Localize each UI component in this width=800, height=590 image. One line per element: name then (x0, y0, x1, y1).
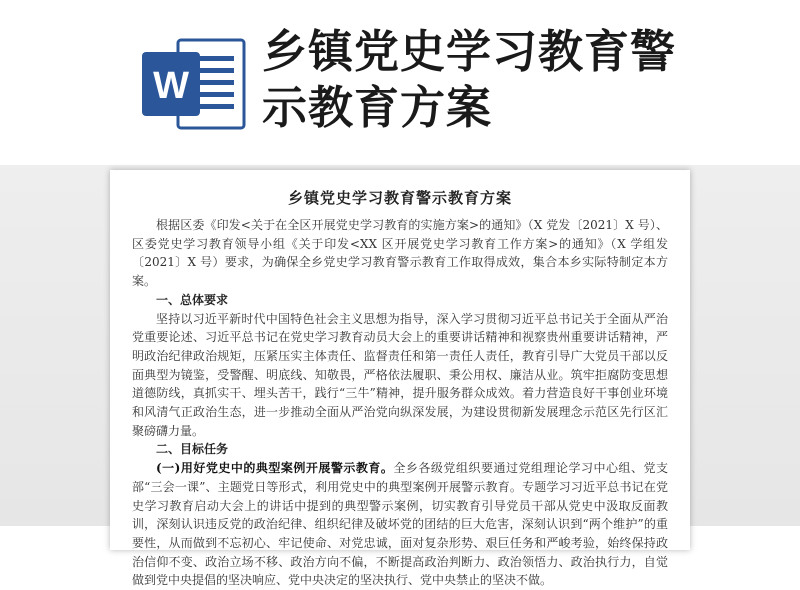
document-body (132, 216, 668, 590)
word-document-icon (140, 36, 250, 132)
intro-paragraph: 根据区委《印发<关于在全区开展党史学习教育的实施方案>的通知》（X 党发〔2021〕X 号）、区委党史学习教育领导小组《关于印发<XX 区开展党史学习教育工作方案>的通知》（X 学组发〔2021〕X 号）要求，为确保全乡党史学习教育警示教育工作取得成效，集合本乡实际特制定本方案。 (132, 218, 668, 289)
subsection-heading: (一)用好党史中的典型案例开展警示教育。 (156, 461, 394, 476)
document-page (110, 170, 690, 588)
subsection-text: 全乡各级党组织要通过党组理论学习中心组、党支部“三会一课”、主题党日等形式，利用党史中的典型案例开展警示教育。专题学习习近平总书记在党史学习教育启动大会上的讲话中提到的典型警示案例，切实教育引导党员干部从党史中汲取反面教训，深刻认识违反党的政治纪律、组织纪律及破坏党的团结的巨大危害，深刻认识到“两个维护”的重要性，从而做到不忘初心、牢记使命、对党忠诚，面对复杂形势、艰巨任务和严峻考验，始终保持政治信仰不变、政治立场不移、政治方向不偏，不断提高政治判断力、政治领悟力、政治执行力，自觉做到党中央提倡的坚决响应、党中央决定的坚决执行、党中央禁止的坚决不做。 (132, 461, 668, 588)
section-heading: 一、总体要求 (156, 292, 229, 307)
subsection-paragraph (132, 459, 668, 590)
section-paragraph: 坚持以习近平新时代中国特色社会主义思想为指导，深入学习贯彻习近平总书记关于全面从严治党重要论述、习近平总书记在党史学习教育动员大会上的重要讲话精神和视察贵州重要讲话精神，严明政治纪律政治规矩，压紧压实主体责任、监督责任和第一责任人责任，教育引导广大党员干部以反面典型为镜鉴，受警醒、明底线、知敬畏，严格依法履职、秉公用权、廉洁从业。筑牢拒腐防变思想道德防线，真抓实干、埋头苦干，践行“三牛”精神，提升服务群众成效。着力营造良好干事创业环境和风清气正政治生态，进一步推动全面从严治党向纵深发展，为建设贯彻新发展理念示范区先行区汇聚磅礴力量。 (132, 311, 668, 438)
section-heading: 二、目标任务 (156, 442, 229, 457)
document-title: 乡镇党史学习教育警示教育方案 (287, 189, 512, 207)
word-icon-letter: W (153, 65, 189, 107)
page-title: 乡镇党史学习教育警示教育方案 (262, 25, 677, 134)
header (0, 0, 800, 165)
